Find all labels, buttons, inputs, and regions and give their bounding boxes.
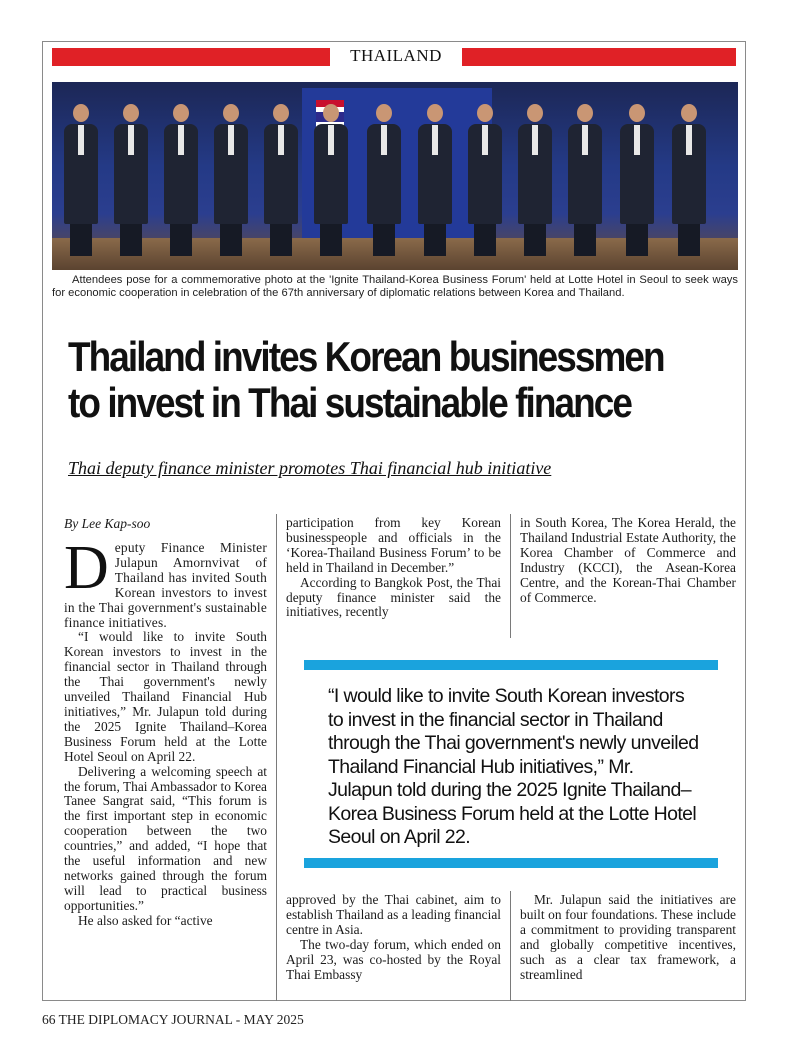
col3-paragraph-2: Mr. Julapun said the initiatives are built on four foundations. These include a commitment to providing transparent and globally competitive incentives, such as a clear tax framework, a streamlined [520, 892, 736, 982]
col2-paragraph-2: According to Bangkok Post, the Thai deputy finance minister said the initiatives, recently [286, 574, 501, 620]
attendee-figure [114, 104, 148, 256]
col2-paragraph-1: participation from key Korean businesspeople and officials in the ‘Korea-Thailand Business Forum’ to be held in Thailand in December.” [286, 515, 501, 575]
photo-caption: Attendees pose for a commemorative photo at the 'Ignite Thailand-Korea Business Forum' held at Lotte Hotel in Seoul to seek ways for economic cooperation in celebration of the 67th anniversary of diplomatic relations between Korea and Thailand. [52, 274, 738, 299]
attendee-figure [64, 104, 98, 256]
section-bar-left [52, 48, 330, 66]
section-label: THAILAND [350, 46, 442, 65]
headline-line-2: to invest in Thai sustainable finance [68, 379, 631, 426]
col2-paragraph-3: approved by the Thai cabinet, aim to establish Thailand as a leading financial centre in Asia. [286, 892, 501, 937]
attendee-figure [468, 104, 502, 256]
col1-paragraph-4: He also asked for “active [78, 912, 213, 928]
column-1 [64, 534, 267, 929]
col3-paragraph-1: in South Korea, The Korea Herald, the Thailand Industrial Estate Authority, the Korea Chamber of Commerce and Industry (KCCI), the Asean-Korea Centre, and the Korean-Thai Chamber of Commerce. [520, 515, 736, 605]
section-bar-right [462, 48, 736, 66]
column-rule-2-top [510, 514, 511, 638]
drop-cap: D [64, 534, 109, 602]
subheadline: Thai deputy finance minister promotes Thai financial hub initiative [68, 458, 552, 478]
headline [68, 334, 666, 426]
attendee-figure [418, 104, 452, 256]
attendee-figure [568, 104, 602, 256]
headline-line-1: Thailand invites Korean businessmen [68, 333, 664, 380]
column-3-top [520, 516, 736, 605]
pull-quote: “I would like to invite South Korean investors to invest in the financial sector in Thailand through the Thai government's newly unveiled Thailand Financial Hub initiatives,” Mr. Julapun told during the 2025 Ignite Thailand–Korea Business Forum held at the Lotte Hotel Seoul on April 22. [328, 685, 699, 848]
attendee-figure [518, 104, 552, 256]
column-2-top [286, 516, 501, 620]
attendee-figure [314, 104, 348, 256]
column-rule-1 [276, 514, 277, 1001]
attendee-figure [214, 104, 248, 256]
column-3-bottom [520, 893, 736, 982]
pullquote-bar-top [304, 660, 718, 670]
col2-paragraph-4: The two-day forum, which ended on April 23, was co-hosted by the Royal Thai Embassy [286, 936, 501, 982]
column-2-bottom [286, 893, 501, 982]
attendee-figure [620, 104, 654, 256]
byline: By Lee Kap-soo [64, 516, 151, 531]
col1-paragraph-2: “I would like to invite South Korean investors to invest in the financial sector in Thailand through the Thai government's newly unveiled Thailand Financial Hub initiatives,” Mr. Julapun told during the 2025 Ignite Thailand–Korea Business Forum held at the Lotte Hotel Seoul on April 22. [64, 629, 267, 764]
attendee-figure [367, 104, 401, 256]
attendee-figure [264, 104, 298, 256]
page-footer: 66 THE DIPLOMACY JOURNAL - MAY 2025 [42, 1012, 304, 1027]
pullquote-bar-bottom [304, 858, 718, 868]
forum-group-photo [52, 82, 738, 270]
column-rule-2-bottom [510, 891, 511, 1001]
attendee-figure [164, 104, 198, 256]
col1-paragraph-1: eputy Finance Minister Julapun Amornvivat of Thailand has invited South Korean investors to invest in the Thai government's sustainable finance initiatives. [64, 540, 267, 630]
col1-paragraph-3: Delivering a welcoming speech at the forum, Thai Ambassador to Korea Tanee Sangrat said, “This forum is the first important step in economic cooperation between the two countries,” and added, “I hope that the useful information and new networks gained through the forum will lead to practical business opportunities.” [64, 763, 267, 913]
attendee-figure [672, 104, 706, 256]
